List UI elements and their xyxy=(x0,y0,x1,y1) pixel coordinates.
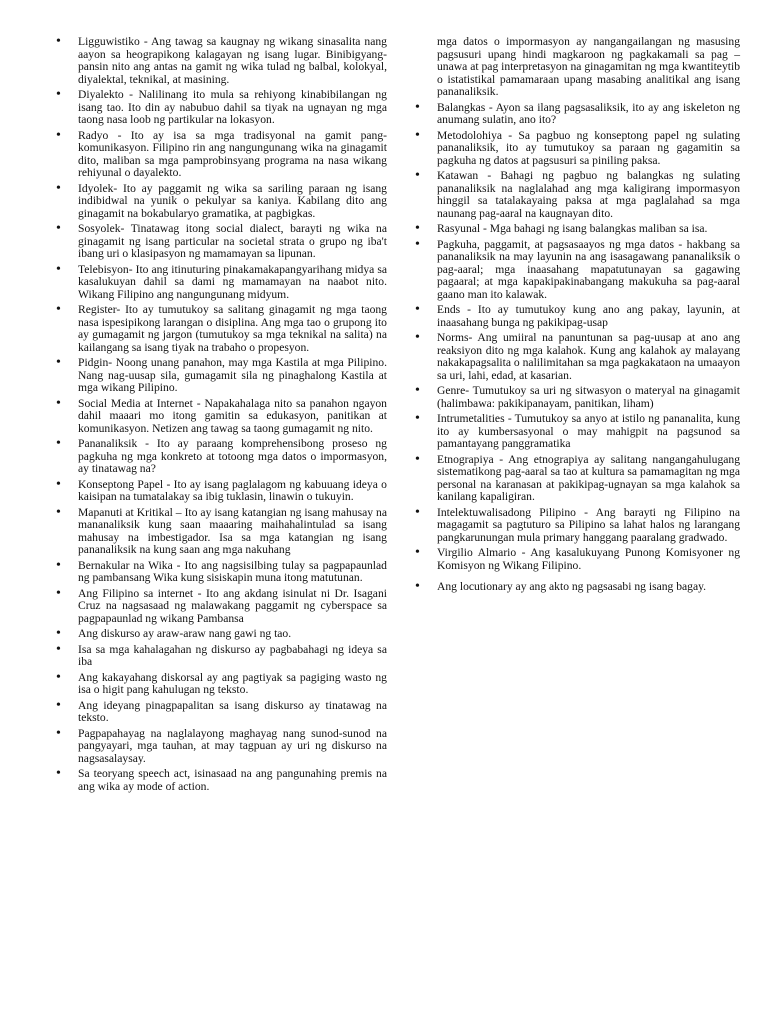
list-item: • Norms- Ang umiiral na panuntunan sa pag-uusap at ano ang reaksiyon dito ng mga kalahok. Kung ang kalahok ay malayang nakakapagsalita o nalilimitahan sa mga pagkakataon na umaayon sa uri, lahi, edad, at kasarian. xyxy=(413,332,740,382)
list-item: • Social Media at Internet - Napakahalaga nito sa panahon ngayon dahil maaari mo itong gamitin sa edukasyon, panitikan at komunikasyon. Netizen ang tawag sa taong gumagamit ng nito. xyxy=(54,398,387,436)
list-item: • Konseptong Papel - Ito ay isang paglalagom ng kabuuang ideya o kaisipan na tumatalakay sa ibig tuklasin, linawin o tukuyin. xyxy=(54,479,387,504)
list-item: • Metodolohiya - Sa pagbuo ng konseptong papel ng sulating pananaliksik, ito ay tumutukoy sa paraan ng gagamitin sa pagkuha ng datos at pagsusuri sa piniling paksa. xyxy=(413,130,740,168)
left-bullet-list xyxy=(54,36,387,793)
right-bullet-list xyxy=(413,36,740,594)
list-item: • Genre- Tumutukoy sa uri ng sitwasyon o materyal na ginagamit (halimbawa: pakikipanayam, panitikan, liham) xyxy=(413,385,740,410)
list-item: • Pidgin- Noong unang panahon, may mga Kastila at mga Pilipino. Nang nag-uusap sila, gumagamit sila ng pinaghalong Kastila at mga wikang Pilipino. xyxy=(54,357,387,395)
list-item: • Idyolek- Ito ay paggamit ng wika sa sariling paraan ng isang indibidwal na yunik o pekulyar sa kaniya. Kabilang dito ang ginagamit na bokabularyo gramatika, at pagbigkas. xyxy=(54,183,387,221)
list-item: • Ligguwistiko - Ang tawag sa kaugnay ng wikang sinasalita nang aayon sa heograpikong kalagayan ng isang lugar. Binibigyang-pansin nito ang antas na gamit ng wika tulad ng balbal, kolokyal, diyalektal, teknikal, at masining. xyxy=(54,36,387,86)
list-item: • Rasyunal - Mga bahagi ng isang balangkas maliban sa isa. xyxy=(413,223,740,236)
list-item: • Sosyolek- Tinatawag itong social dialect, barayti ng wika na ginagamit ng isang particular na societal strata o grupo ng iba't ibang uri o klasipasyon ng mamamayan sa lipunan. xyxy=(54,223,387,261)
list-item: • Virgilio Almario - Ang kasalukuyang Punong Komisyoner ng Komisyon ng Wikang Filipino. xyxy=(413,547,740,572)
left-column xyxy=(54,36,387,1004)
list-item: • Bernakular na Wika - Ito ang nagsisilbing tulay sa pagpapaunlad ng pambansang Wika kung sisiskapin muna itong matutunan. xyxy=(54,560,387,585)
list-item: • Pananaliksik - Ito ay paraang komprehensibong proseso ng pagkuha ng mga konkreto at totoong mga datos o impormasyon, ay tinatawag na? xyxy=(54,438,387,476)
list-item: • Ang diskurso ay araw-araw nang gawi ng tao. xyxy=(54,628,387,641)
list-item: • Katawan - Bahagi ng pagbuo ng balangkas ng sulating pananaliksik na naglalahad ang mga kaligirang impormasyon hinggil sa tatalakayaing paksa at mga paglalahad sa mga naunang pag-aaral na kaugnayan dito. xyxy=(413,170,740,220)
list-item: • Intelektuwalisadong Pilipino - Ang barayti ng Filipino na magagamit sa pagtuturo sa Pilipino sa lahat halos ng larangang pangkarunungan mula primary hanggang paaralang gradwado. xyxy=(413,507,740,545)
list-item: • Ang locutionary ay ang akto ng pagsasabi ng isang bagay. xyxy=(413,581,740,594)
list-item: • Etnograpiya - Ang etnograpiya ay salitang nangangahulugang sistematikong pag-aaral sa tao at kultura sa pamamagitan ng mga personal na karanasan at pakikipag-ugnayan sa mga kalahok sa kanilang kapaligiran. xyxy=(413,454,740,504)
list-item: • Diyalekto - Nalilinang ito mula sa rehiyong kinabibilangan ng isang tao. Ito din ay nabubuo dahil sa tiyak na ugnayan ng mga taong nasa loob ng partikular na lokasyon. xyxy=(54,89,387,127)
list-item: • Ang kakayahang diskorsal ay ang pagtiyak sa pagiging wasto ng isa o higit pang kahulugan ng teksto. xyxy=(54,672,387,697)
list-item: • Telebisyon- Ito ang itinuturing pinakamakapangyarihang midya sa kasalukuyan dahil sa dami ng mamamayan na naabot nito. Wikang Filipino ang nangungunang midyum. xyxy=(54,264,387,302)
list-item: • Ang Filipino sa internet - Ito ang akdang isinulat ni Dr. Isagani Cruz na nagsasaad ng malawakang paggamit ng cyberspace sa pagpapaunlad ng wikang Pambansa xyxy=(54,588,387,626)
list-item: • Sa teoryang speech act, isinasaad na ang pangunahing premis na ang wika ay mode of action. xyxy=(54,768,387,793)
list-item: • Isa sa mga kahalagahan ng diskurso ay pagbabahagi ng ideya sa iba xyxy=(54,644,387,669)
list-item: • Intrumetalities - Tumutukoy sa anyo at istilo ng pananalita, kung ito ay kumbersasyonal o may mahigpit na pagsunod sa pamantayang panggramatika xyxy=(413,413,740,451)
right-column xyxy=(413,36,740,1004)
list-item: • Pagpapahayag na naglalayong maghayag nang sunod-sunod na pangyayari, mga tauhan, at may tagpuan ay uri ng diskurso na nagsasalaysay. xyxy=(54,728,387,766)
list-item: • Balangkas - Ayon sa ilang pagsasaliksik, ito ay ang iskeleton ng anumang sulatin, ano ito? xyxy=(413,102,740,127)
list-item: • Ends - Ito ay tumutukoy kung ano ang pakay, layunin, at inaasahang bunga ng pakikipag-usap xyxy=(413,304,740,329)
list-item: • Mapanuti at Kritikal – Ito ay isang katangian ng isang mahusay na mananaliksik kung saan maaaring maihahalintulad sa isang mahusay na imbestigador. Isa sa mga katangian ng isang pananaliksik na kung saan ang mga nakuhang xyxy=(54,507,387,557)
continuation-text: mga datos o impormasyon ay nangangailangan ng masusing pagsusuri upang hindi magkaroon ng pagkakamali sa pag –unawa at pag interpretasyon na ginagamitan ng mga kwantiteytib o istatistikal pamamaraan upang masabing analitikal ang isang pananaliksik. xyxy=(436,35,740,98)
list-item: • Radyo - Ito ay isa sa mga tradisyonal na gamit pang-komunikasyon. Filipino rin ang nangungunang wika na ginagamit dito, maliban sa mga pamprobinsyang programa na nasa wikang rehiyunal o dayalekto. xyxy=(54,130,387,180)
list-item: • Register- Ito ay tumutukoy sa salitang ginagamit ng mga taong nasa ispesipikong larangan o disiplina. Ang mga tao o grupong ito ay gumagamit ng jargon (tumutukoy sa mga teknikal na salita) na kailangang sa isang tiyak na trabaho o propesyon. xyxy=(54,304,387,354)
list-item: • Ang ideyang pinagpapalitan sa isang diskurso ay tinatawag na teksto. xyxy=(54,700,387,725)
list-item: • Pagkuha, paggamit, at pagsasaayos ng mga datos - hakbang sa pananaliksik na may layunin na ang isasagawang pananaliksik o pag-aaral; mga inaasahang mapatutunayan sa gagawing pagaaral; at mga kapakipakinabangang makukuha sa pag-aaral gaano man ito kalawak. xyxy=(413,239,740,302)
